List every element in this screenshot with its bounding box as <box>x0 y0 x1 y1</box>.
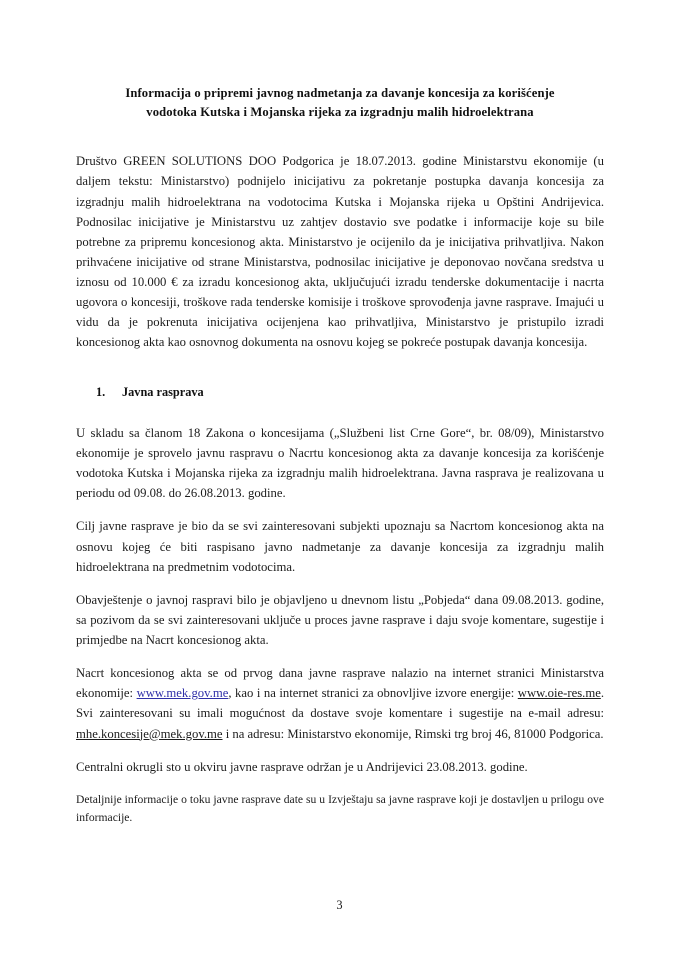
section-1-paragraph-4 <box>76 663 604 744</box>
page-number: 3 <box>336 898 343 912</box>
page-title <box>76 0 604 121</box>
link-ministry-website[interactable]: www.mek.gov.me <box>136 686 229 701</box>
section-1-paragraph-1: U skladu sa članom 18 Zakona o koncesijama („Službeni list Crne Gore“, br. 08/09), Ministarstvo ekonomije je sprovelo javnu raspravu o Nacrtu koncesionog akta za davanje koncesija za korišćenje vodotoka Kutska i Mojanska rijeka za izgradnju malih hidroelektrana. Javna rasprava je realizovana u periodu od 09.08. do 26.08.2013. godine. <box>76 425 604 501</box>
document-content <box>76 0 604 827</box>
section-1-paragraph-2: Cilj javne rasprave je bio da se svi zainteresovani subjekti upoznaju sa Nacrtom koncesionog akta na osnovu kojeg će biti raspisano javno nadmetanje za davanje koncesija za izgradnju malih hidroelektrana na predmetnim vodotocima. <box>76 519 604 574</box>
paragraph-4-text-1: Nacrt koncesionog akta se od prvog dana javne rasprave nalazio na internet stranici Ministarstva ekonomije: <box>76 666 604 701</box>
section-title: Javna rasprava <box>122 384 204 399</box>
paragraph-4-text-4: i na adresu: Ministarstvo ekonomije, Rimski trg broj 46, 81000 Podgorica. <box>222 726 604 741</box>
intro-paragraph: Društvo GREEN SOLUTIONS DOO Podgorica je 18.07.2013. godine Ministarstvu ekonomije (u daljem tekstu: Ministarstvo) podnijelo inicijativu za pokretanje postupka davanja koncesija za izgradnju malih hidroelektrana na vodotocima Kutska i Mojanska rijeka u Opštini Andrijevica. Podnosilac inicijative je Ministarstvu uz zahtjev dostavio sve podatke i informacije koje su bile potrebne za pripremu koncesionog akta. Ministarstvo je ocijenilo da je inicijativa prihvatljiva. Nakon prihvaćene inicijative od strane Ministarstva, podnosilac inicijative je deponovao novčana sredstva u iznosu od 10.000 € za izradu koncesionog akta, uključujući izradu tenderske dokumentacije i nacrta ugovora o koncesiji, troškove rada tenderske komisije i troškove sprovođenja javne rasprave. Imajući u vidu da je pokrenuta inicijativa ocijenjena kao prihvatljiva, Ministarstvo je pristupilo izradi koncesionog akta kao osnovnog dokumenta na osnovu kojeg se pokreće postupak davanja koncesija. <box>76 154 604 350</box>
paragraph-4-text-3: . Svi zainteresovani su imali mogućnost da dostave svoje komentare i sugestije na e-mail adresu: <box>76 686 604 721</box>
section-1-paragraph-5: Centralni okrugli sto u okviru javne rasprave održan je u Andrijevici 23.08.2013. godine. <box>76 759 528 774</box>
section-number: 1. <box>96 384 106 399</box>
link-email-address[interactable]: mhe.koncesije@mek.gov.me <box>76 726 223 741</box>
section-1-paragraph-6: Detaljnije informacije o toku javne rasprave date su u Izvještaju sa javne rasprave koji je dostavljen u prilogu ove informacije. <box>76 792 604 824</box>
section-heading-1 <box>76 383 604 401</box>
page-title-line-1: Informacija o pripremi javnog nadmetanja za davanje koncesija za korišćenje <box>125 86 555 100</box>
page-title-line-2: vodotoka Kutska i Mojanska rijeka za izgradnju malih hidroelektrana <box>146 104 534 119</box>
paragraph-4-text-2: , kao i na internet stranici za obnovljive izvore energije: <box>228 686 518 701</box>
section-1-paragraph-3: Obavještenje o javnoj raspravi bilo je objavljeno u dnevnom listu „Pobjeda“ dana 09.08.2013. godine, sa pozivom da se svi zainteresovani uključe u proces javne rasprave i daju svoje komentare, sugestije i primjedbe na Nacrt koncesionog akta. <box>76 592 604 648</box>
link-res-website[interactable]: www.oie-res.me <box>517 686 601 701</box>
